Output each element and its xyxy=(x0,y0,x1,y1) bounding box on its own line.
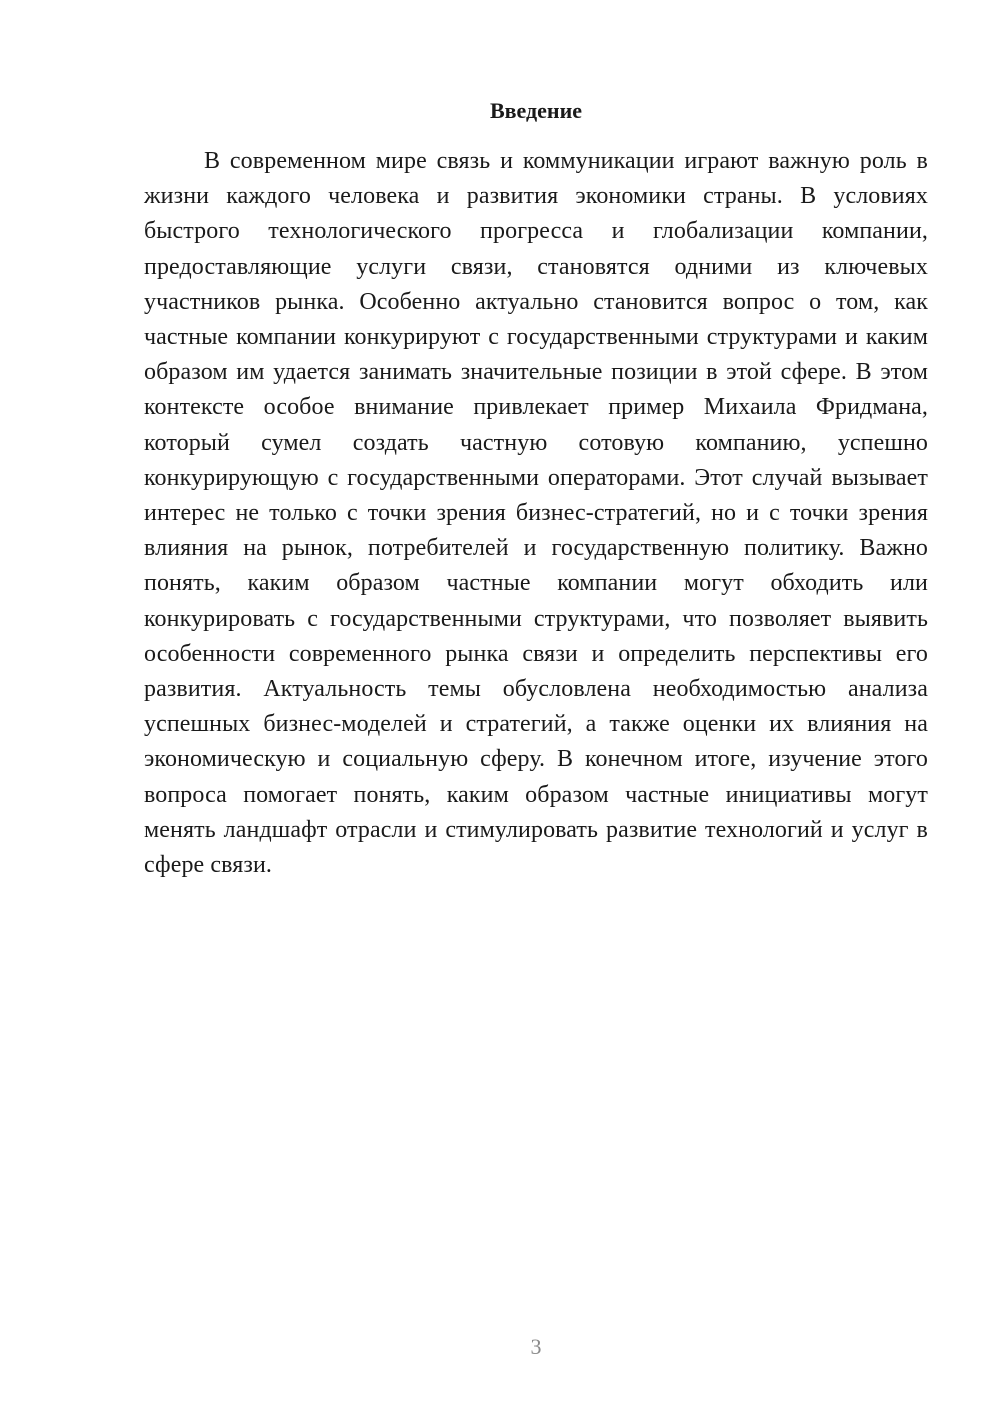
body-paragraph: В современном мире связь и коммуникации играют важную роль в жизни каждого человека и развития экономики страны. В условиях быстрого технологического прогресса и глобализации компании, предоставляющие услуги связи, становятся одними из ключевых участников рынка. Особенно актуально становится вопрос о том, как частные компании конкурируют с государственными структурами и каким образом им удается занимать значительные позиции в этой сфере. В этом контексте особое внимание привлекает пример Михаила Фридмана, который сумел создать частную сотовую компанию, успешно конкурирующую с государственными операторами. Этот случай вызывает интерес не только с точки зрения бизнес-стратегий, но и с точки зрения влияния на рынок, потребителей и государственную политику. Важно понять, каким образом частные компании могут обходить или конкурировать с государственными структурами, что позволяет выявить особенности современного рынка связи и определить перспективы его развития. Актуальность темы обусловлена необходимостью анализа успешных бизнес-моделей и стратегий, а также оценки их влияния на экономическую и социальную сферу. В конечном итоге, изучение этого вопроса помогает понять, каким образом частные инициативы могут менять ландшафт отрасли и стимулировать развитие технологий и услуг в сфере связи. xyxy=(144,148,928,879)
page-number: 3 xyxy=(530,1334,542,1359)
section-heading: Введение xyxy=(489,98,583,123)
